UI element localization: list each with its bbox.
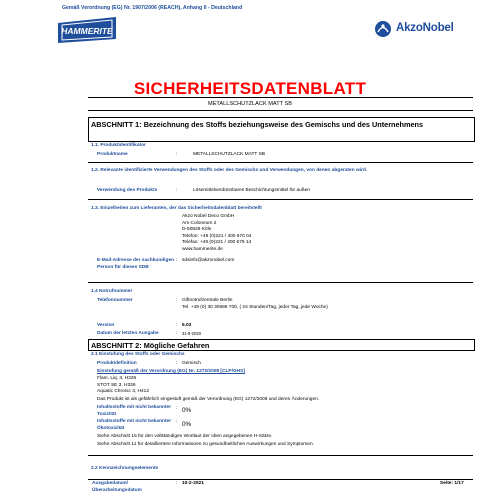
akzonobel-logo bbox=[374, 20, 470, 40]
section1-header-box bbox=[88, 117, 475, 142]
produktdef-label: Produktdefinition bbox=[97, 361, 137, 366]
section2-title: ABSCHNITT 2: Mögliche Gefahren bbox=[91, 341, 210, 350]
datum-label: Datum der letzten Ausgabe bbox=[97, 331, 159, 336]
einstufung-link[interactable]: Einstufung gemäß der Verordnung (EG) Nr. 1272/2008 [CLP/GHS] bbox=[97, 369, 245, 374]
verwendung-label: Verwendung des Produkts bbox=[97, 188, 158, 193]
title-divider-bottom bbox=[88, 110, 473, 111]
hazard-item: Flam. Liq. 3, H226 bbox=[97, 376, 137, 381]
colon: : bbox=[176, 406, 178, 411]
supplier-line: Telefax: +49 (0)221 / 400 679 14 bbox=[182, 240, 252, 245]
health-effects-note: Siehe Abschnitt 11 für detailliertere Informationen zu gesundheitlichen Auswirkungen und Symptomen. bbox=[97, 442, 314, 447]
page-number: Seite: 1/17 bbox=[440, 481, 464, 486]
divider bbox=[88, 199, 473, 200]
colon: : bbox=[176, 298, 178, 303]
colon: : bbox=[176, 188, 178, 193]
colon: : bbox=[176, 361, 178, 366]
divider bbox=[88, 282, 473, 283]
section1-title: ABSCHNITT 1: Bezeichnung des Stoffs beziehungsweise des Gemischs und des Unternehmens bbox=[91, 120, 424, 129]
hazard-item: Aquatic Chronic 3, H412 bbox=[97, 389, 149, 394]
section-2-2-heading: 2.2 Kennzeichnungselemente bbox=[91, 466, 159, 471]
colon: : bbox=[176, 323, 178, 328]
supplier-line: www.hammerite.de bbox=[182, 246, 223, 252]
version-label: Version bbox=[97, 323, 115, 328]
regulation-header: Gemäß Verordnung (EG) Nr. 1907/2006 (REACH), Anhang II - Deutschland bbox=[62, 5, 243, 11]
classification-note: Das Produkt ist als gefährlich eingestuft gemäß der Verordnung (EG) 1272/2008 und deren Änderungen. bbox=[97, 397, 320, 402]
akzonobel-logo-text: AkzoNobel bbox=[396, 22, 454, 34]
issue-date-label: Ausgabedatum/ Überarbeitungsdatum bbox=[92, 481, 142, 493]
colon: : bbox=[176, 481, 178, 486]
footer-divider bbox=[88, 479, 473, 480]
hammerite-logo-text: HAMMERITE bbox=[61, 26, 113, 36]
supplier-address bbox=[182, 214, 251, 253]
hammerite-logo bbox=[54, 13, 120, 47]
oeko-label: Inhaltsstoffe mit nicht bekannter Ökotoxizität bbox=[97, 419, 172, 431]
telefon-label: Telefonnummer bbox=[97, 298, 133, 303]
telefon-value-line2: Tel. +49 (0) 30 30686 700, ( 24 Stunden/Tag, jeder Tag, jede Woche) bbox=[182, 305, 328, 310]
supplier-line: D-50829 Köln bbox=[182, 227, 212, 232]
hazard-list bbox=[97, 376, 149, 396]
colon: : bbox=[176, 152, 178, 157]
section2-header-box bbox=[88, 339, 475, 351]
supplier-line: Telefon: +49 (0)221 / 400 670 04 bbox=[182, 233, 252, 239]
supplier-line: Akzo Nobel Deco GmbH bbox=[182, 214, 235, 219]
datum-value: 31-8-2020 bbox=[182, 331, 202, 336]
section-1-1-heading: 1.1. Produktidentifikator bbox=[91, 143, 146, 148]
email-value[interactable]: sdsinfo@akzonobel.com bbox=[182, 258, 235, 263]
colon: : bbox=[176, 420, 178, 425]
document-title: SICHERHEITSDATENBLATT bbox=[133, 79, 367, 98]
divider bbox=[88, 455, 473, 456]
hazard-item: STOT SE 3, H336 bbox=[97, 382, 136, 388]
section-1-2-heading: 1.2. Relevante identifizierte Verwendungen des Stoffs oder des Gemischs und Verwendungen, von denen abgeraten wird. bbox=[91, 168, 368, 173]
title-divider-top bbox=[88, 97, 473, 98]
section-1-4-heading: 1.4 Notrufnummer bbox=[91, 289, 133, 294]
divider bbox=[88, 162, 473, 163]
supplier-line: Am Coloneum 2 bbox=[182, 220, 217, 226]
product-name-header: METALLSCHUTZLACK MATT SB bbox=[208, 101, 292, 107]
colon: : bbox=[176, 258, 178, 263]
produktname-label: Produktname bbox=[97, 152, 128, 157]
verwendung-value: Lösemittelverdünnbares Beschichtungsmittel für außen bbox=[193, 188, 311, 193]
tox-label: Inhaltsstoffe mit nicht bekannter Toxizität bbox=[97, 405, 172, 417]
tox-value: 0% bbox=[182, 407, 192, 414]
version-value: 6.03 bbox=[182, 323, 192, 328]
section-1-3-heading: 1.3. Einzelheiten zum Lieferanten, der das Sicherheitsdatenblatt bereitstellt bbox=[91, 206, 262, 211]
issue-date-value: 10-2-2021 bbox=[182, 481, 204, 486]
h-statements-note: Siehe Abschnitt 16 für den vollständigen Wortlaut der oben angegebenen H-Sätze. bbox=[97, 434, 273, 439]
section-2-1-heading: 2.1 Einstufung des Stoffs oder Gemischs bbox=[91, 352, 185, 357]
produktdef-value: Gemisch bbox=[182, 361, 201, 366]
telefon-value-line1: Giftnotrufzentrale Berlin bbox=[182, 298, 233, 303]
colon: : bbox=[176, 331, 178, 336]
oeko-value: 0% bbox=[182, 421, 192, 428]
produktname-value: METALLSCHUTZLACK MATT SB bbox=[193, 152, 265, 157]
email-label: E-Mail-Adresse der sachkundigen Person für dieses SDB bbox=[97, 258, 175, 270]
